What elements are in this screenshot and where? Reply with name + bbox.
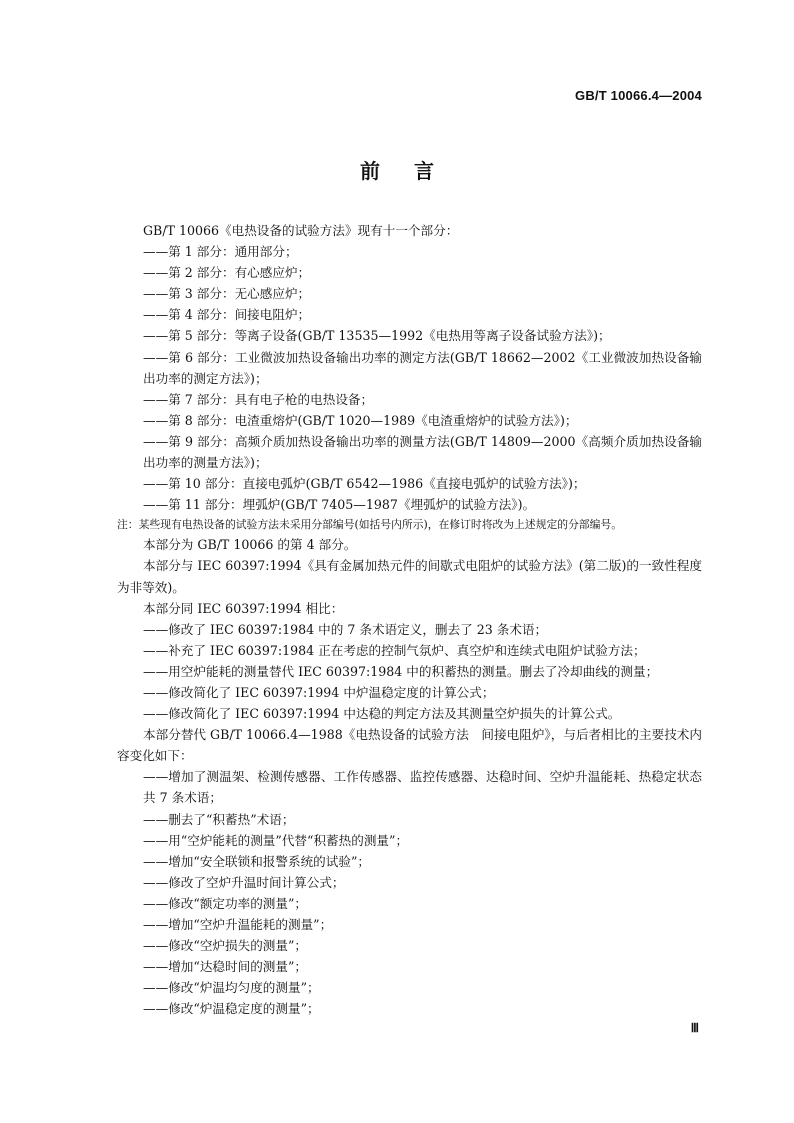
list-item: ——用空炉能耗的测量替代 IEC 60397:1984 中的积蓄热的测量。删去了冷却曲线的测量； [143, 663, 659, 679]
list-item: ——第 1 部分：通用部分； [143, 244, 298, 260]
list-item: ——修改简化了 IEC 60397:1994 中达稳的判定方法及其测量空炉损失的计算公式。 [143, 706, 621, 722]
list-item: ——删去了“积蓄热”术语； [143, 811, 295, 827]
list-item: ——第 11 部分：埋弧炉(GB/T 7405—1987《埋弧炉的试验方法》)。 [143, 497, 536, 513]
list-item: ——修改“空炉损失的测量”； [143, 938, 308, 954]
list-item: ——第 7 部分：具有电子枪的电热设备； [143, 391, 374, 407]
iec-paragraph: 本部分与 IEC 60397:1994《具有金属加热元件的间歇式电阻炉的试验方法》(第二版)的一致性程度为非等效)。 [117, 558, 702, 595]
list-item: ——增加了测温架、检测传感器、工作传感器、监控传感器、达稳时间、空炉升温能耗、热稳定状态共 7 条术语； [143, 769, 702, 806]
document-body [117, 220, 702, 1019]
tech-changes-list [117, 766, 702, 1019]
list-item: ——修改了 IEC 60397:1984 中的 7 条术语定义，删去了 23 条术语； [143, 621, 548, 637]
page-title: 前言 [360, 159, 468, 183]
list-item: ——修改“额定功率的测量”； [143, 895, 308, 911]
standard-code: GB/T 10066.4—2004 [575, 88, 702, 103]
compare-paragraph: 本部分同 IEC 60397:1994 相比： [143, 600, 344, 616]
list-item: ——第 6 部分：工业微波加热设备输出功率的测定方法(GB/T 18662—2002《工业微波加热设备输出功率的测定方法》)； [143, 349, 702, 386]
list-item: ——增加“安全联锁和报警系统的试验”； [143, 853, 370, 869]
list-item: ——第 2 部分：有心感应炉； [143, 265, 311, 281]
list-item: ——增加“空炉升温能耗的测量”； [143, 917, 333, 932]
list-item: ——增加“达稳时间的测量”； [143, 959, 308, 975]
list-item: ——第 5 部分：等离子设备(GB/T 13535—1992《电热用等离子设备试验方法》)； [143, 328, 611, 344]
list-item: ——第 8 部分：电渣重熔炉(GB/T 1020—1989《电渣重熔炉的试验方法》)； [143, 412, 578, 428]
note-paragraph: 注：某些现有电热设备的试验方法未采用分部编号(如括号内所示)，在修订时将改为上述规定的分部编号。 [117, 518, 623, 532]
replace-paragraph: 本部分替代 GB/T 10066.4—1988《电热设备的试验方法 间接电阻炉》，与后者相比的主要技术内容变化如下： [117, 727, 702, 764]
list-item: ——第 9 部分：高频介质加热设备输出功率的测量方法(GB/T 14809—2000《高频介质加热设备输出功率的测量方法》)； [143, 433, 702, 471]
list-item: ——补充了 IEC 60397:1984 正在考虑的控制气氛炉、真空炉和连续式电阻炉试验方法； [143, 642, 646, 658]
list-item: ——第 4 部分：间接电阻炉； [143, 307, 311, 323]
list-item: ——修改“炉温稳定度的测量”； [143, 1001, 320, 1017]
list-item: ——修改了空炉升温时间计算公式； [143, 874, 345, 890]
part-paragraph: 本部分为 GB/T 10066 的第 4 部分。 [143, 537, 357, 553]
list-item: ——用“空炉能耗的测量”代替“积蓄热的测量”； [143, 832, 409, 848]
list-item: ——第 10 部分：直接电弧炉(GB/T 6542—1986《直接电弧炉的试验方法》)； [143, 476, 586, 492]
list-item: ——修改简化了 IEC 60397:1994 中炉温稳定度的计算公式； [143, 684, 495, 700]
parts-list [117, 241, 702, 515]
intro-paragraph: GB/T 10066《电热设备的试验方法》现有十一个部分： [143, 223, 459, 238]
iec-changes-list [117, 619, 702, 724]
page-number: Ⅲ [690, 1021, 699, 1035]
list-item: ——修改“炉温均匀度的测量”； [143, 980, 320, 996]
list-item: ——第 3 部分：无心感应炉； [143, 286, 311, 302]
